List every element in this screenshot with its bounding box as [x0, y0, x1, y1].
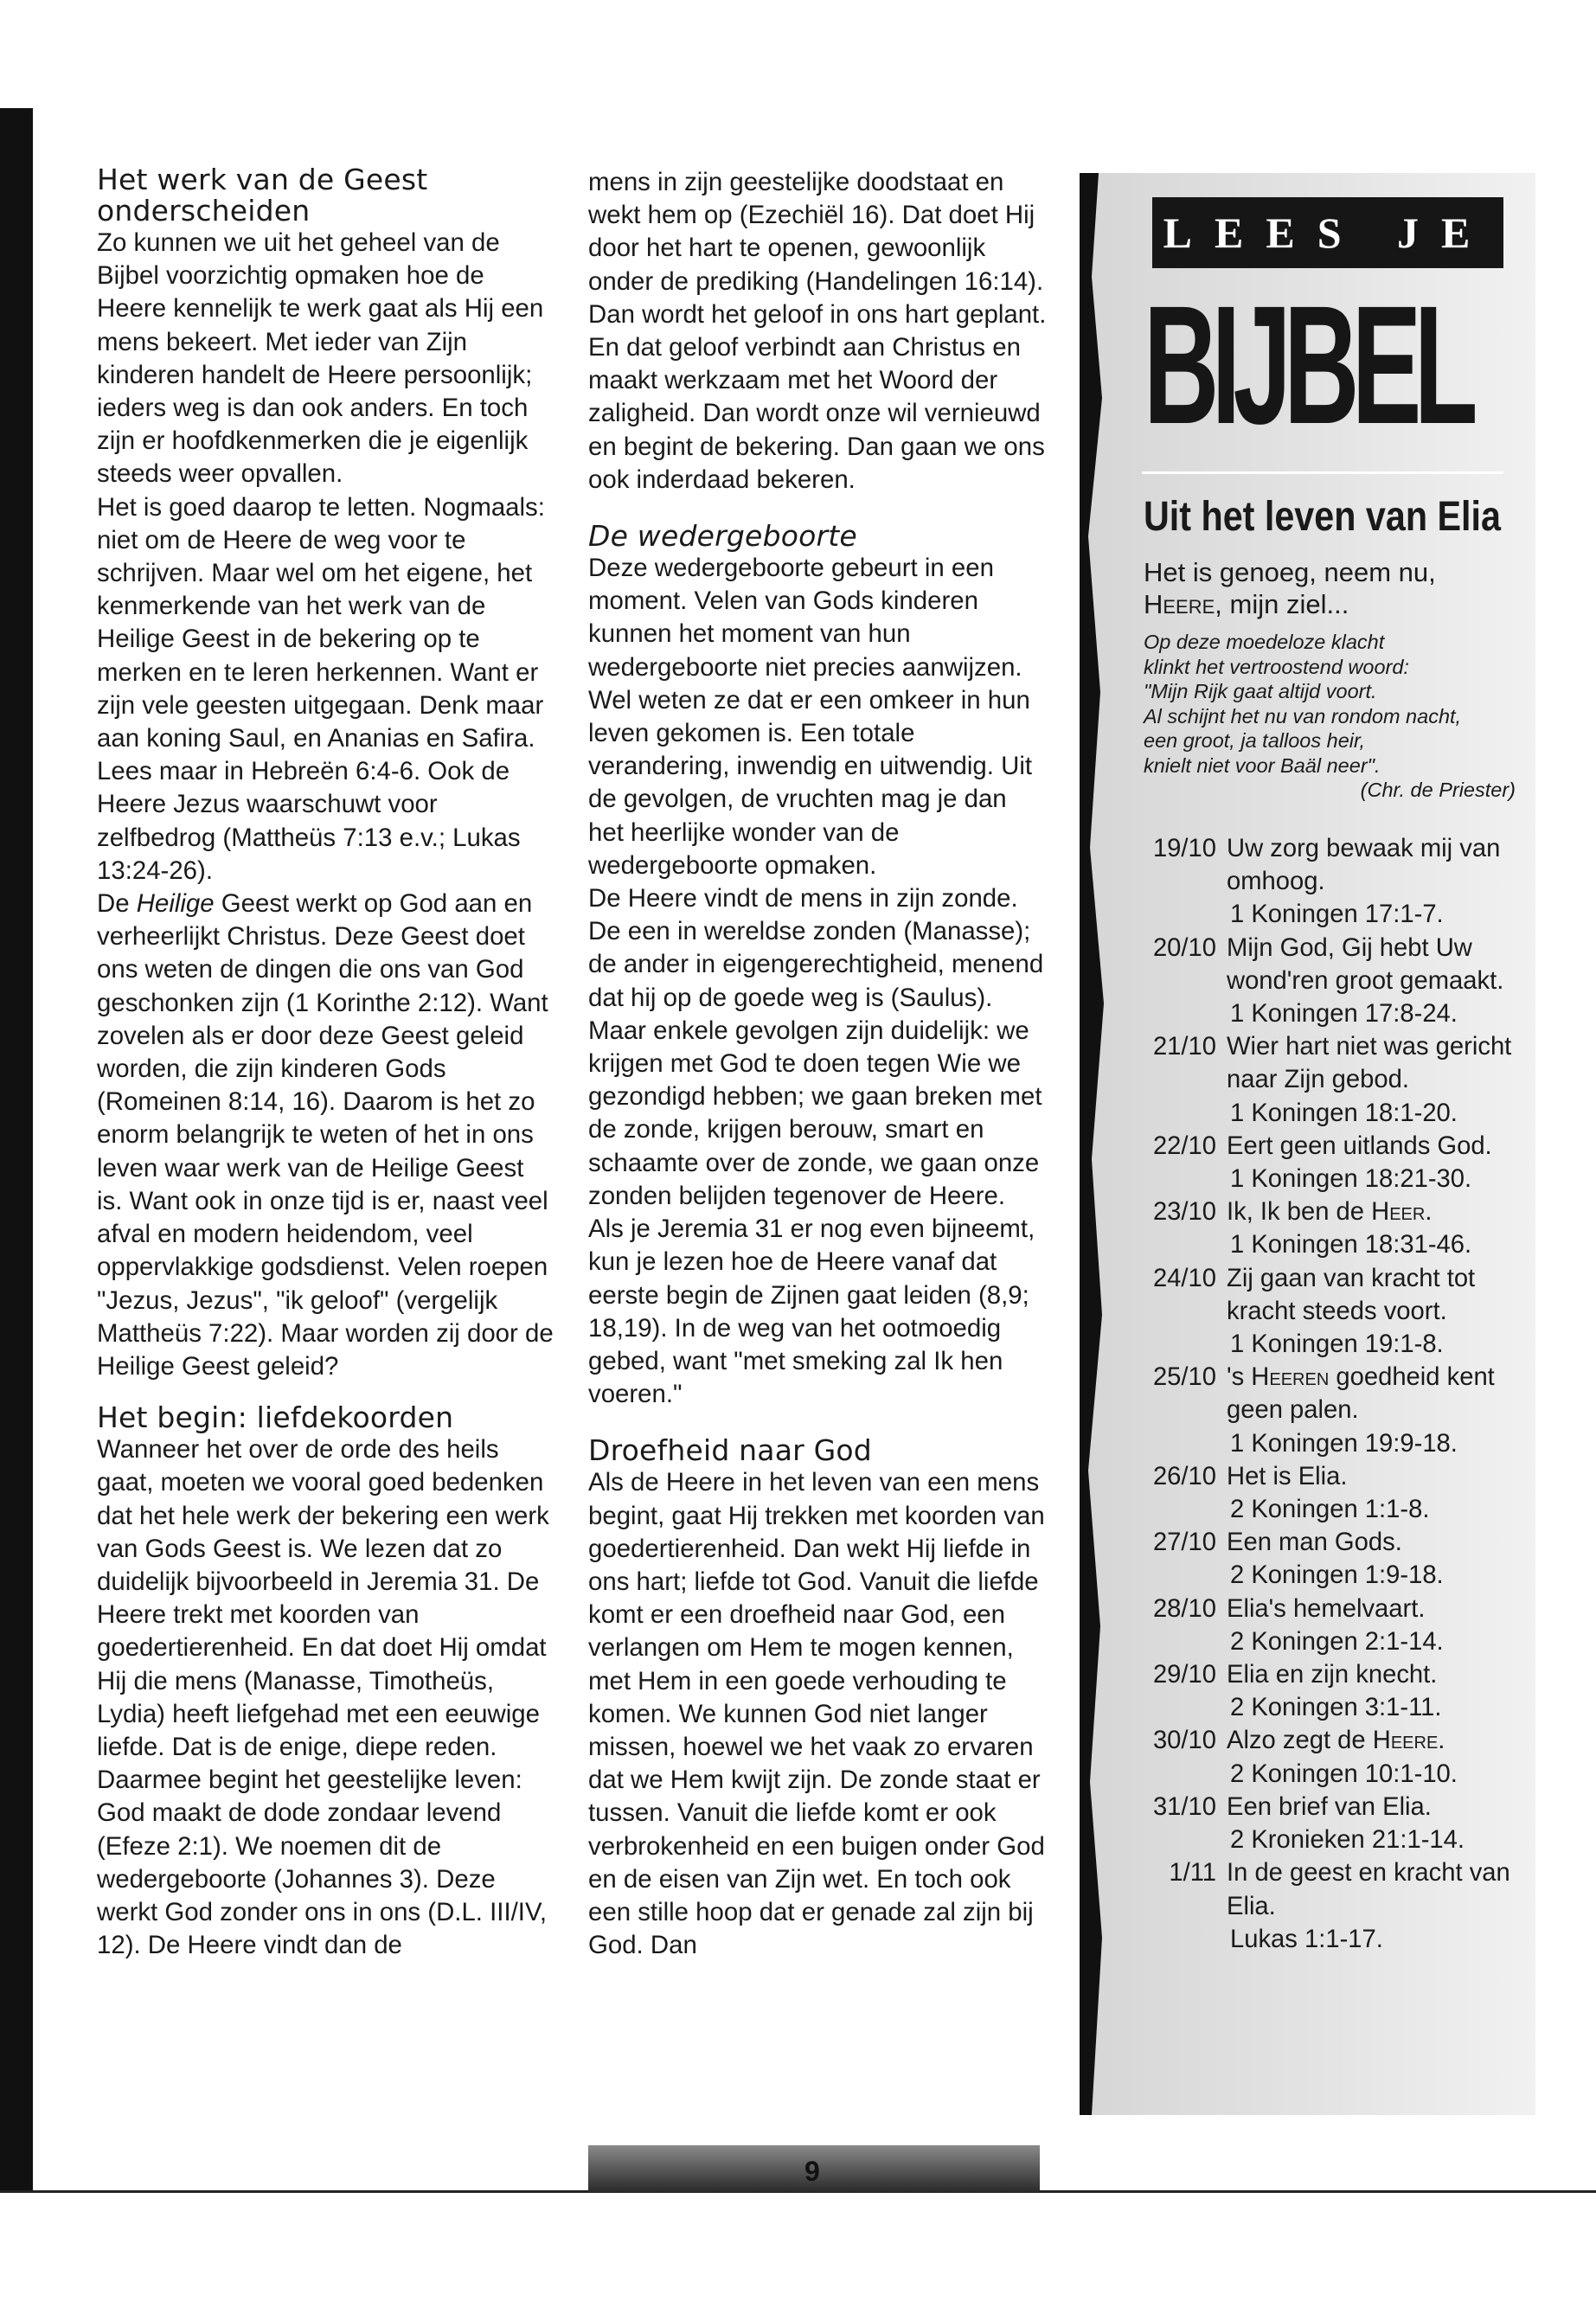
- reading-item: 21/10 Wier hart niet was gericht naar Zijn gebod. 1 Koningen 18:1-20.: [1152, 1033, 1512, 1127]
- paragraph: Het is goed daarop te letten. Nogmaals: niet om de Heere de weg voor te schrijven. Maar wel om het eigene, het kenmerkende van het werk van de Heilige Geest in de bekering op te merken en te leren herkennen. Want er zijn vele geesten uitgegaan. Denk maar aan koning Saul, en Ananias en Safira. Lees maar in Hebreën 6:4-6. Ook de Heere Jezus waarschuwt voor zelfbedrog (Mattheüs 7:13 e.v.; Lukas 13:24-26).: [97, 492, 545, 885]
- reading-item: 19/10 Uw zorg bewaak mij van omhoog. 1 Koningen 17:1-7.: [1152, 835, 1501, 929]
- torn-edge-decoration: [1080, 173, 1109, 2115]
- reading-item: 30/10 Alzo zegt de Heere. 2 Koningen 10:1-10.: [1152, 1727, 1458, 1788]
- article-column-2: [588, 166, 1047, 1962]
- sidebar-quote: Het is genoeg, neem nu, Heere, mijn ziel...: [1144, 557, 1436, 619]
- paragraph: Als de Heere in het leven van een mens begint, gaat Hij trekken met koorden van goedertierenheid. Dan wekt Hij liefde in ons hart; liefde tot God. Vanuit die liefde komt er een droefheid naar God, een verlangen om Hem te mogen kennen, met Hem in een goede verhouding te komen. We kunnen God niet langer missen, hoewel we het vaak zo ervaren dat we Hem kwijt zijn. De zonde staat er tussen. Vanuit die liefde komt er ook verbrokenheid en een buigen onder God en de eisen van Zijn wet. En toch ook een stille hoop dat er genade zal zijn bij God. Dan: [588, 1468, 1045, 1960]
- bijbel-title: BIJBEL: [1144, 271, 1471, 459]
- reading-item: 24/10 Zij gaan van kracht tot kracht steeds voort. 1 Koningen 19:1-8.: [1152, 1264, 1476, 1359]
- reading-item: 26/10 Het is Elia. 2 Koningen 1:1-8.: [1152, 1462, 1430, 1524]
- reading-item: 29/10 Elia en zijn knecht. 2 Koningen 3:1-11.: [1152, 1661, 1442, 1722]
- article-column-1: [97, 164, 554, 1962]
- paragraph: mens in zijn geestelijke doodstaat en wekt hem op (Ezechiël 16). Dat doet Hij door het hart te openen, gewoonlijk onder de prediking (Handelingen 16:14). Dan wordt het geloof in ons hart geplant. En dat geloof verbindt aan Christus en maakt werkzaam met het Woord der zaligheid. Dan wordt onze wil vernieuwd en begint de bekering. Dan gaan we ons ook inderdaad bekeren.: [588, 168, 1047, 494]
- paragraph: Als je Jeremia 31 er nog even bijneemt, kun je lezen hoe de Heere vanaf dat eerste begin de Zijnen gaat leiden (8,9; 18,19). In de weg van het ootmoedig gebed, want "met smeking zal Ik hen voeren.": [588, 1215, 1035, 1409]
- paragraph: Deze wedergeboorte gebeurt in een moment. Velen van Gods kinderen kunnen het moment van hun wedergeboorte niet precies aanwijzen. Wel weten ze dat er een omkeer in hun leven gekomen is. Een totale verandering, inwendig en uitwendig. Uit de gevolgen, de vruchten mag je dan het heerlijke wonder van de wedergeboorte opmaken.: [588, 554, 1033, 880]
- divider: [1142, 471, 1503, 474]
- heading-het-begin: Het begin: liefdekoorden: [97, 1400, 454, 1435]
- paragraph: Wanneer het over de orde des heils gaat, moeten we vooral goed bedenken dat het hele werk der bekering een werk van Gods Geest is. We lezen dat zo duidelijk bijvoorbeeld in Jeremia 31. De Heere trekt met koorden van goedertierenheid. En dat doet Hij omdat Hij die mens (Manasse, Timotheüs, Lydia) heeft liefgehad met een eeuwige liefde. Dat is de enige, diepe reden. Daarmee begint het geestelijke leven: God maakt de dode zondaar levend (Efeze 2:1). We noemen dit de wedergeboorte (Johannes 3). Deze werkt God zonder ons in ons (D.L. III/IV, 12). De Heere vindt dan de: [97, 1435, 549, 1960]
- paragraph: De Heilige Geest werkt op God aan en verheerlijkt Christus. Deze Geest doet ons weten de dingen die ons van God geschonken zijn (1 Korinthe 2:12). Want zovelen als er door deze Geest geleid worden, die zijn kinderen Gods (Romeinen 8:14, 16). Daarom is het zo enorm belangrijk te weten of het in ons leven waar werk van de Heilige Geest is. Want ook in onze tijd is er, naast veel afval en modern heidendom, veel oppervlakkige godsdienst. Velen roepen "Jezus, Jezus", "ik geloof" (vergelijk Mattheüs 7:22). Maar worden zij door de Heilige Geest geleid?: [97, 889, 554, 1381]
- scan-edge-left: [0, 108, 33, 2193]
- heading-werk-geest: Het werk van de Geest onderscheiden: [97, 163, 428, 228]
- reading-item: 23/10 Ik, Ik ben de Heer. 1 Koningen 18:31-46.: [1152, 1198, 1472, 1259]
- reading-item: 25/10 's Heeren goedheid kent geen palen. 1 Koningen 19:9-18.: [1152, 1363, 1495, 1458]
- page-number: 9: [804, 2156, 820, 2187]
- reading-schedule: [1140, 832, 1529, 1956]
- reading-item: 20/10 Mijn God, Gij hebt Uw wond'ren groot gemaakt. 1 Koningen 17:8-24.: [1152, 933, 1504, 1029]
- sidebar-subtitle: Uit het leven van Elia: [1144, 494, 1501, 540]
- lees-je-banner: LEES JE: [1152, 197, 1503, 268]
- paragraph: De Heere vindt de mens in zijn zonde. De een in wereldse zonden (Manasse); de ander in eigengerechtigheid, menend dat hij op de goede weg is (Saulus). Maar enkele gevolgen zijn duidelijk: we krijgen met God te doen tegen Wie we gezondigd hebben; we gaan breken met de zonde, krijgen berouw, smart en schaamte over de zonde, we gaan onze zonden belijden tegenover de Heere.: [588, 884, 1044, 1210]
- sidebar-poem: Op deze moedeloze klacht klinkt het vertroostend woord: "Mijn Rijk gaat altijd voort. Al schijnt het nu van rondom nacht, een groot, ja talloos heir, knielt niet voor Baäl neer". (Chr. de Priester): [1144, 630, 1524, 803]
- reading-item: 28/10 Elia's hemelvaart. 2 Koningen 2:1-14.: [1152, 1594, 1444, 1656]
- reading-item: 22/10 Eert geen uitlands God. 1 Koningen 18:21-30.: [1152, 1131, 1492, 1194]
- heading-droefheid: Droefheid naar God: [588, 1433, 872, 1468]
- heading-wedergeboorte: De wedergeboorte: [588, 519, 857, 554]
- poem-attribution: (Chr. de Priester): [1360, 779, 1516, 801]
- paragraph: Zo kunnen we uit het geheel van de Bijbel voorzichtig opmaken hoe de Heere kennelijk te werk gaat als Hij een mens bekeert. Met ieder van Zijn kinderen handelt de Heere persoonlijk; ieders weg is dan ook anders. En toch zijn er hoofdkenmerken die je eigenlijk steeds weer opvallen.: [97, 228, 544, 489]
- reading-item: 1/11 In de geest en kracht van Elia. Lukas 1:1-17.: [1169, 1859, 1510, 1953]
- reading-item: 31/10 Een brief van Elia. 2 Kronieken 21:1-14.: [1152, 1792, 1465, 1855]
- reading-item: 27/10 Een man Gods. 2 Koningen 1:9-18.: [1152, 1529, 1444, 1590]
